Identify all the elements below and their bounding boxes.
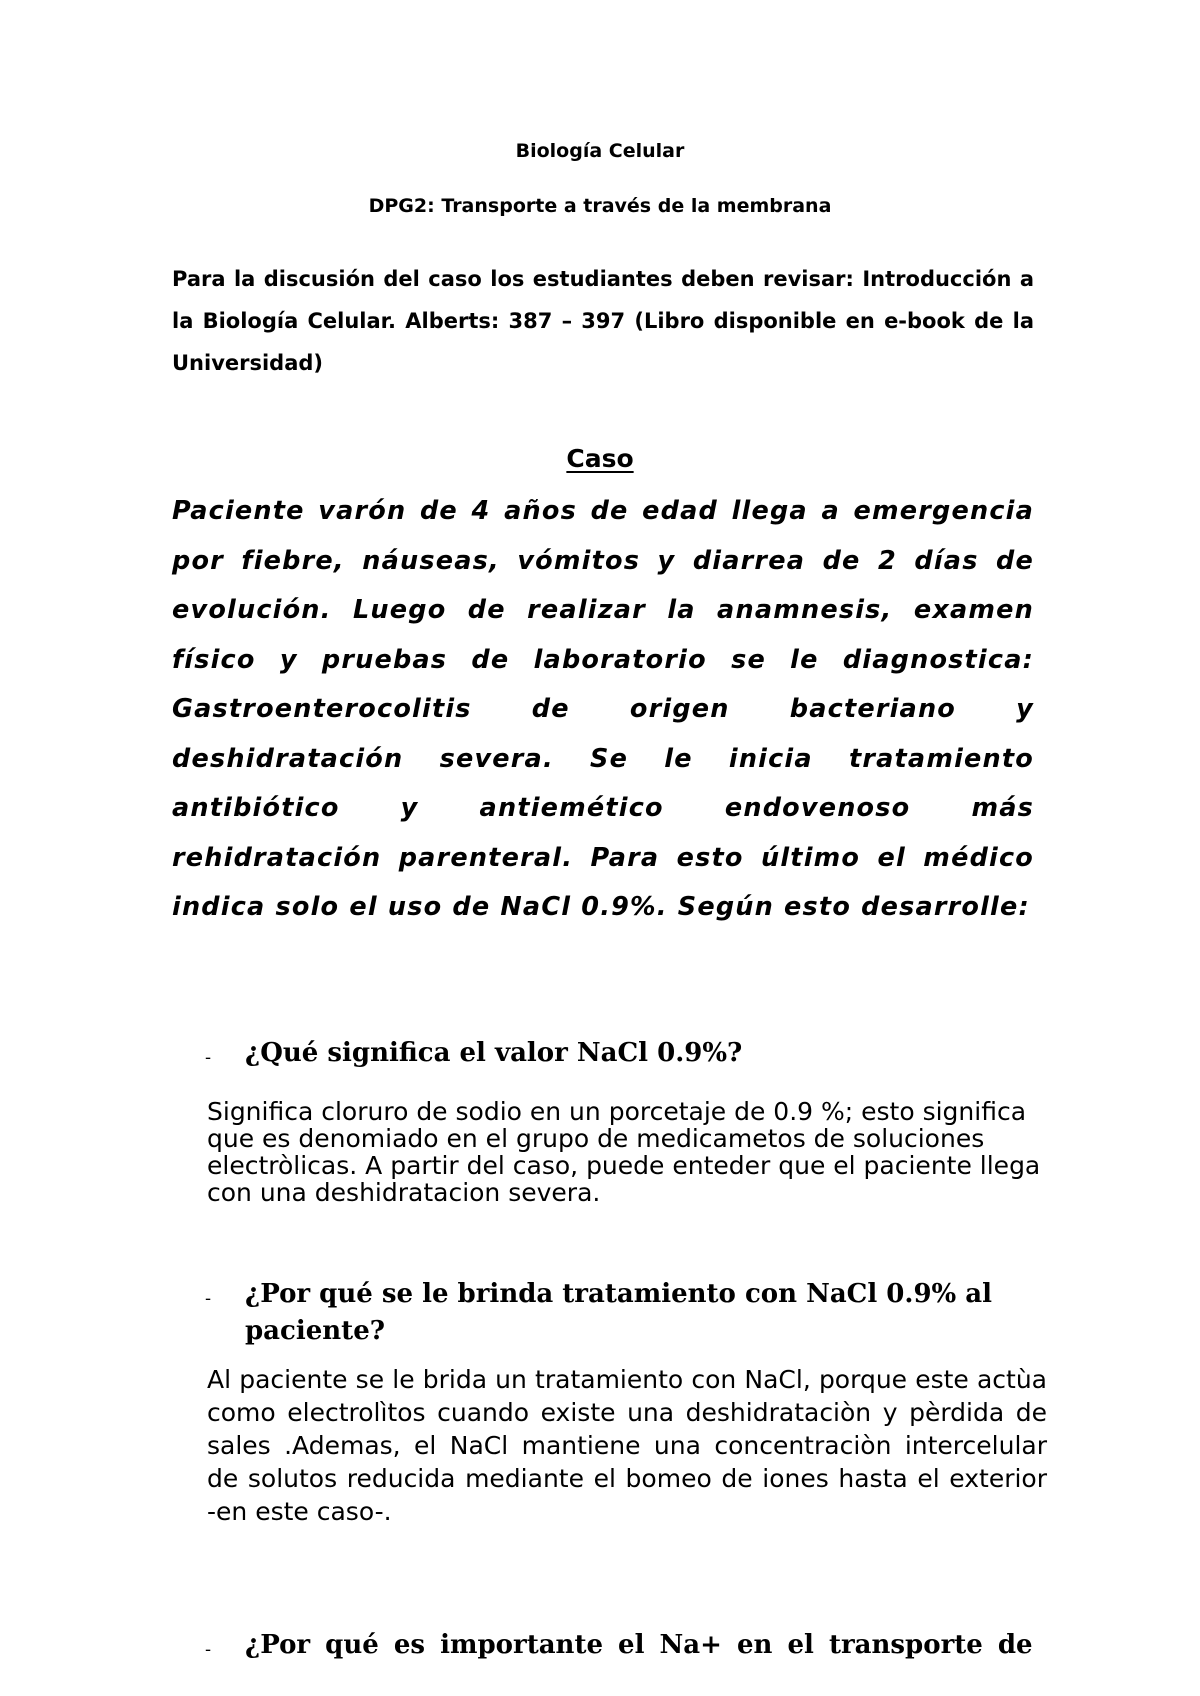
question-2-text: ¿Por qué se le brinda tratamiento con NaCl 0.9% al paciente? [245,1279,993,1346]
bullet-dash: - [205,1288,212,1309]
intro-paragraph: Para la discusión del caso los estudiantes deben revisar: Introducción a la Biología Celular. Alberts: 387 – 397 (Libro disponible en e-book de la Universidad) [172,267,1034,375]
course-title: Biología Celular [515,140,685,162]
answer-2: Al paciente se le brida un tratamiento con NaCl, porque este actùa como electrolìtos cuando existe una deshidrataciòn y pèrdida de sales .Ademas, el NaCl mantiene una concentraciòn intercelular de solutos reducida mediante el bomeo de iones hasta el exterior -en este caso-. [207,1365,1047,1526]
case-paragraph: Paciente varón de 4 años de edad llega a emergencia por fiebre, náuseas, vómitos y diarrea de 2 días de evolución. Luego de realizar la anamnesis, examen físico y pruebas de laboratorio se le diagnostica: Gastroenterocolitis de origen bacteriano y deshidratación severa. Se le inicia tratamiento antibiótico y antiemético endovenoso más rehidratación parenteral. Para esto último el médico indica solo el uso de NaCl 0.9%. Según esto desarrolle: [172,496,1034,922]
question-2 [205,1276,1050,1350]
document-subtitle: DPG2: Transporte a través de la membrana [368,195,832,217]
question-1-text: ¿Qué significa el valor NaCl 0.9%? [245,1038,743,1068]
question-3 [205,1627,1085,1664]
case-heading: Caso [566,444,634,473]
question-1 [205,1035,1050,1072]
answer-1: Significa cloruro de sodio en un porcetaje de 0.9 %; esto significa que es denomiado en el grupo de medicametos de soluciones electròlicas. A partir del caso, puede enteder que el paciente llega con una deshidratacion severa. [207,1097,1041,1207]
bullet-dash: - [205,1047,212,1068]
bullet-dash: - [205,1639,212,1660]
question-3-text: ¿Por qué es importante el Na+ en el transporte de [245,1630,1033,1660]
